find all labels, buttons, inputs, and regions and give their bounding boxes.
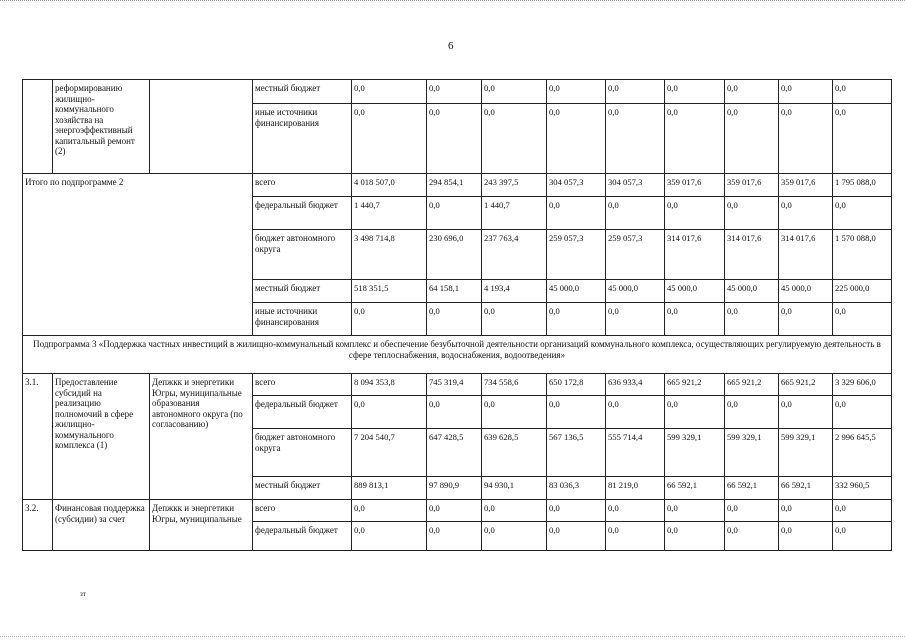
- value-cell: 647 428,5: [427, 429, 482, 477]
- row-num-cell: 3.1.: [23, 374, 53, 500]
- source-cell: бюджет автономного округа: [253, 230, 352, 280]
- value-cell: 45 000,0: [606, 280, 665, 303]
- value-cell: 0,0: [779, 303, 833, 336]
- value-cell: 66 592,1: [665, 477, 725, 500]
- value-cell: 0,0: [427, 500, 482, 522]
- bottom-dotted-rule: [0, 636, 905, 638]
- value-cell: 359 017,6: [665, 174, 725, 197]
- value-cell: 332 960,5: [833, 477, 892, 500]
- value-cell: 0,0: [833, 396, 892, 429]
- value-cell: 0,0: [547, 303, 606, 336]
- value-cell: 0,0: [665, 500, 725, 522]
- source-cell: бюджет автономного округа: [253, 429, 352, 477]
- source-cell: иные источники финансирования: [253, 104, 352, 174]
- source-cell: местный бюджет: [253, 280, 352, 303]
- measure-name-cell: реформированию жилищно-коммунального хозяйства на энергоэффективный капитальный ремонт (2): [53, 80, 150, 174]
- value-cell: 314 017,6: [665, 230, 725, 280]
- value-cell: 45 000,0: [665, 280, 725, 303]
- value-cell: 0,0: [725, 396, 779, 429]
- value-cell: 0,0: [833, 500, 892, 522]
- value-cell: 0,0: [725, 104, 779, 174]
- value-cell: 0,0: [482, 500, 547, 522]
- value-cell: 4 193,4: [482, 280, 547, 303]
- source-cell: федеральный бюджет: [253, 396, 352, 429]
- value-cell: 230 696,0: [427, 230, 482, 280]
- value-cell: 0,0: [833, 197, 892, 230]
- value-cell: 0,0: [427, 303, 482, 336]
- value-cell: 359 017,6: [725, 174, 779, 197]
- value-cell: 97 890,9: [427, 477, 482, 500]
- value-cell: 66 592,1: [779, 477, 833, 500]
- value-cell: 0,0: [779, 522, 833, 551]
- value-cell: 0,0: [665, 80, 725, 104]
- value-cell: 0,0: [482, 80, 547, 104]
- value-cell: 0,0: [547, 197, 606, 230]
- value-cell: 555 714,4: [606, 429, 665, 477]
- value-cell: 0,0: [779, 80, 833, 104]
- source-cell: всего: [253, 500, 352, 522]
- value-cell: 599 329,1: [779, 429, 833, 477]
- source-cell: федеральный бюджет: [253, 197, 352, 230]
- value-cell: 8 094 353,8: [352, 374, 427, 396]
- subprogram-3-title: Подпрограмма 3 «Поддержка частных инвестиций в жилищно-коммунальный комплекс и обеспечение безубыточной деятельности организаций коммунального комплекса, осуществляющих регулируемую деятельность в сфере теплоснабжения, водоснабжения, водоотведения»: [23, 336, 892, 374]
- value-cell: 304 057,3: [606, 174, 665, 197]
- value-cell: 745 319,4: [427, 374, 482, 396]
- executor-cell: Депжкк и энергетики Югры, муниципальные: [150, 500, 253, 551]
- value-cell: 359 017,6: [779, 174, 833, 197]
- value-cell: 1 795 088,0: [833, 174, 892, 197]
- value-cell: 0,0: [725, 197, 779, 230]
- value-cell: 2 996 645,5: [833, 429, 892, 477]
- program-financing-table: [22, 79, 892, 551]
- value-cell: 0,0: [779, 197, 833, 230]
- executor-cell: Депжкк и энергетики Югры, муниципальные образования автономного округа (по согласованию): [150, 374, 253, 500]
- table-row: [23, 374, 892, 396]
- value-cell: 3 498 714,8: [352, 230, 427, 280]
- value-cell: 0,0: [606, 104, 665, 174]
- value-cell: 518 351,5: [352, 280, 427, 303]
- table-row: [23, 174, 892, 197]
- table-row: [23, 80, 892, 104]
- value-cell: 665 921,2: [665, 374, 725, 396]
- value-cell: 0,0: [427, 80, 482, 104]
- value-cell: 0,0: [606, 197, 665, 230]
- value-cell: 0,0: [725, 522, 779, 551]
- row-num-cell: [23, 80, 53, 174]
- value-cell: 0,0: [606, 80, 665, 104]
- value-cell: 0,0: [352, 303, 427, 336]
- subprogram-total-label: Итого по подпрограмме 2: [23, 174, 253, 336]
- value-cell: 7 204 540,7: [352, 429, 427, 477]
- value-cell: 1 440,7: [482, 197, 547, 230]
- value-cell: 314 017,6: [779, 230, 833, 280]
- value-cell: 243 397,5: [482, 174, 547, 197]
- value-cell: 0,0: [547, 80, 606, 104]
- value-cell: 0,0: [833, 303, 892, 336]
- value-cell: 4 018 507,0: [352, 174, 427, 197]
- value-cell: 0,0: [606, 396, 665, 429]
- value-cell: 94 930,1: [482, 477, 547, 500]
- value-cell: 3 329 606,0: [833, 374, 892, 396]
- value-cell: 294 854,1: [427, 174, 482, 197]
- value-cell: 599 329,1: [725, 429, 779, 477]
- subprogram-banner-row: [23, 336, 892, 374]
- value-cell: 64 158,1: [427, 280, 482, 303]
- top-dotted-rule: [0, 0, 905, 2]
- value-cell: 0,0: [547, 104, 606, 174]
- source-cell: местный бюджет: [253, 477, 352, 500]
- value-cell: 650 172,8: [547, 374, 606, 396]
- value-cell: 0,0: [427, 396, 482, 429]
- value-cell: 0,0: [606, 303, 665, 336]
- value-cell: 0,0: [606, 500, 665, 522]
- value-cell: 0,0: [833, 80, 892, 104]
- value-cell: 0,0: [725, 303, 779, 336]
- value-cell: 237 763,4: [482, 230, 547, 280]
- value-cell: 0,0: [606, 522, 665, 551]
- value-cell: 599 329,1: [665, 429, 725, 477]
- row-num-cell: 3.2.: [23, 500, 53, 551]
- executor-cell: [150, 80, 253, 174]
- value-cell: 259 057,3: [606, 230, 665, 280]
- value-cell: 314 017,6: [725, 230, 779, 280]
- value-cell: 0,0: [352, 104, 427, 174]
- value-cell: 1 440,7: [352, 197, 427, 230]
- value-cell: 0,0: [665, 522, 725, 551]
- value-cell: 0,0: [352, 500, 427, 522]
- value-cell: 0,0: [352, 80, 427, 104]
- value-cell: 0,0: [482, 104, 547, 174]
- value-cell: 304 057,3: [547, 174, 606, 197]
- value-cell: 0,0: [725, 500, 779, 522]
- footer-mark: зт: [80, 590, 86, 598]
- value-cell: 0,0: [725, 80, 779, 104]
- value-cell: 0,0: [427, 197, 482, 230]
- value-cell: 0,0: [779, 396, 833, 429]
- value-cell: 83 036,3: [547, 477, 606, 500]
- value-cell: 45 000,0: [547, 280, 606, 303]
- value-cell: 1 570 088,0: [833, 230, 892, 280]
- value-cell: 0,0: [779, 104, 833, 174]
- value-cell: 0,0: [427, 522, 482, 551]
- value-cell: 0,0: [352, 522, 427, 551]
- value-cell: 0,0: [833, 104, 892, 174]
- value-cell: 0,0: [833, 522, 892, 551]
- value-cell: 567 136,5: [547, 429, 606, 477]
- page-number: 6: [448, 40, 454, 52]
- value-cell: 0,0: [482, 522, 547, 551]
- value-cell: 0,0: [547, 396, 606, 429]
- value-cell: 0,0: [547, 500, 606, 522]
- source-cell: всего: [253, 374, 352, 396]
- value-cell: 889 813,1: [352, 477, 427, 500]
- value-cell: 81 219,0: [606, 477, 665, 500]
- source-cell: местный бюджет: [253, 80, 352, 104]
- value-cell: 0,0: [779, 500, 833, 522]
- value-cell: 66 592,1: [725, 477, 779, 500]
- value-cell: 665 921,2: [725, 374, 779, 396]
- value-cell: 0,0: [427, 104, 482, 174]
- value-cell: 0,0: [482, 396, 547, 429]
- value-cell: 259 057,3: [547, 230, 606, 280]
- value-cell: 0,0: [665, 104, 725, 174]
- measure-name-cell: Предоставление субсидий на реализацию полномочий в сфере жилищно-коммунального комплекса (1): [53, 374, 150, 500]
- value-cell: 0,0: [665, 396, 725, 429]
- value-cell: 0,0: [665, 197, 725, 230]
- value-cell: 0,0: [352, 396, 427, 429]
- value-cell: 0,0: [665, 303, 725, 336]
- source-cell: федеральный бюджет: [253, 522, 352, 551]
- value-cell: 734 558,6: [482, 374, 547, 396]
- source-cell: всего: [253, 174, 352, 197]
- measure-name-cell: Финансовая поддержка (субсидии) за счет: [53, 500, 150, 551]
- value-cell: 636 933,4: [606, 374, 665, 396]
- value-cell: 45 000,0: [725, 280, 779, 303]
- value-cell: 0,0: [482, 303, 547, 336]
- value-cell: 225 000,0: [833, 280, 892, 303]
- source-cell: иные источники финансирования: [253, 303, 352, 336]
- table-row: [23, 500, 892, 522]
- value-cell: 45 000,0: [779, 280, 833, 303]
- value-cell: 0,0: [547, 522, 606, 551]
- value-cell: 665 921,2: [779, 374, 833, 396]
- value-cell: 639 628,5: [482, 429, 547, 477]
